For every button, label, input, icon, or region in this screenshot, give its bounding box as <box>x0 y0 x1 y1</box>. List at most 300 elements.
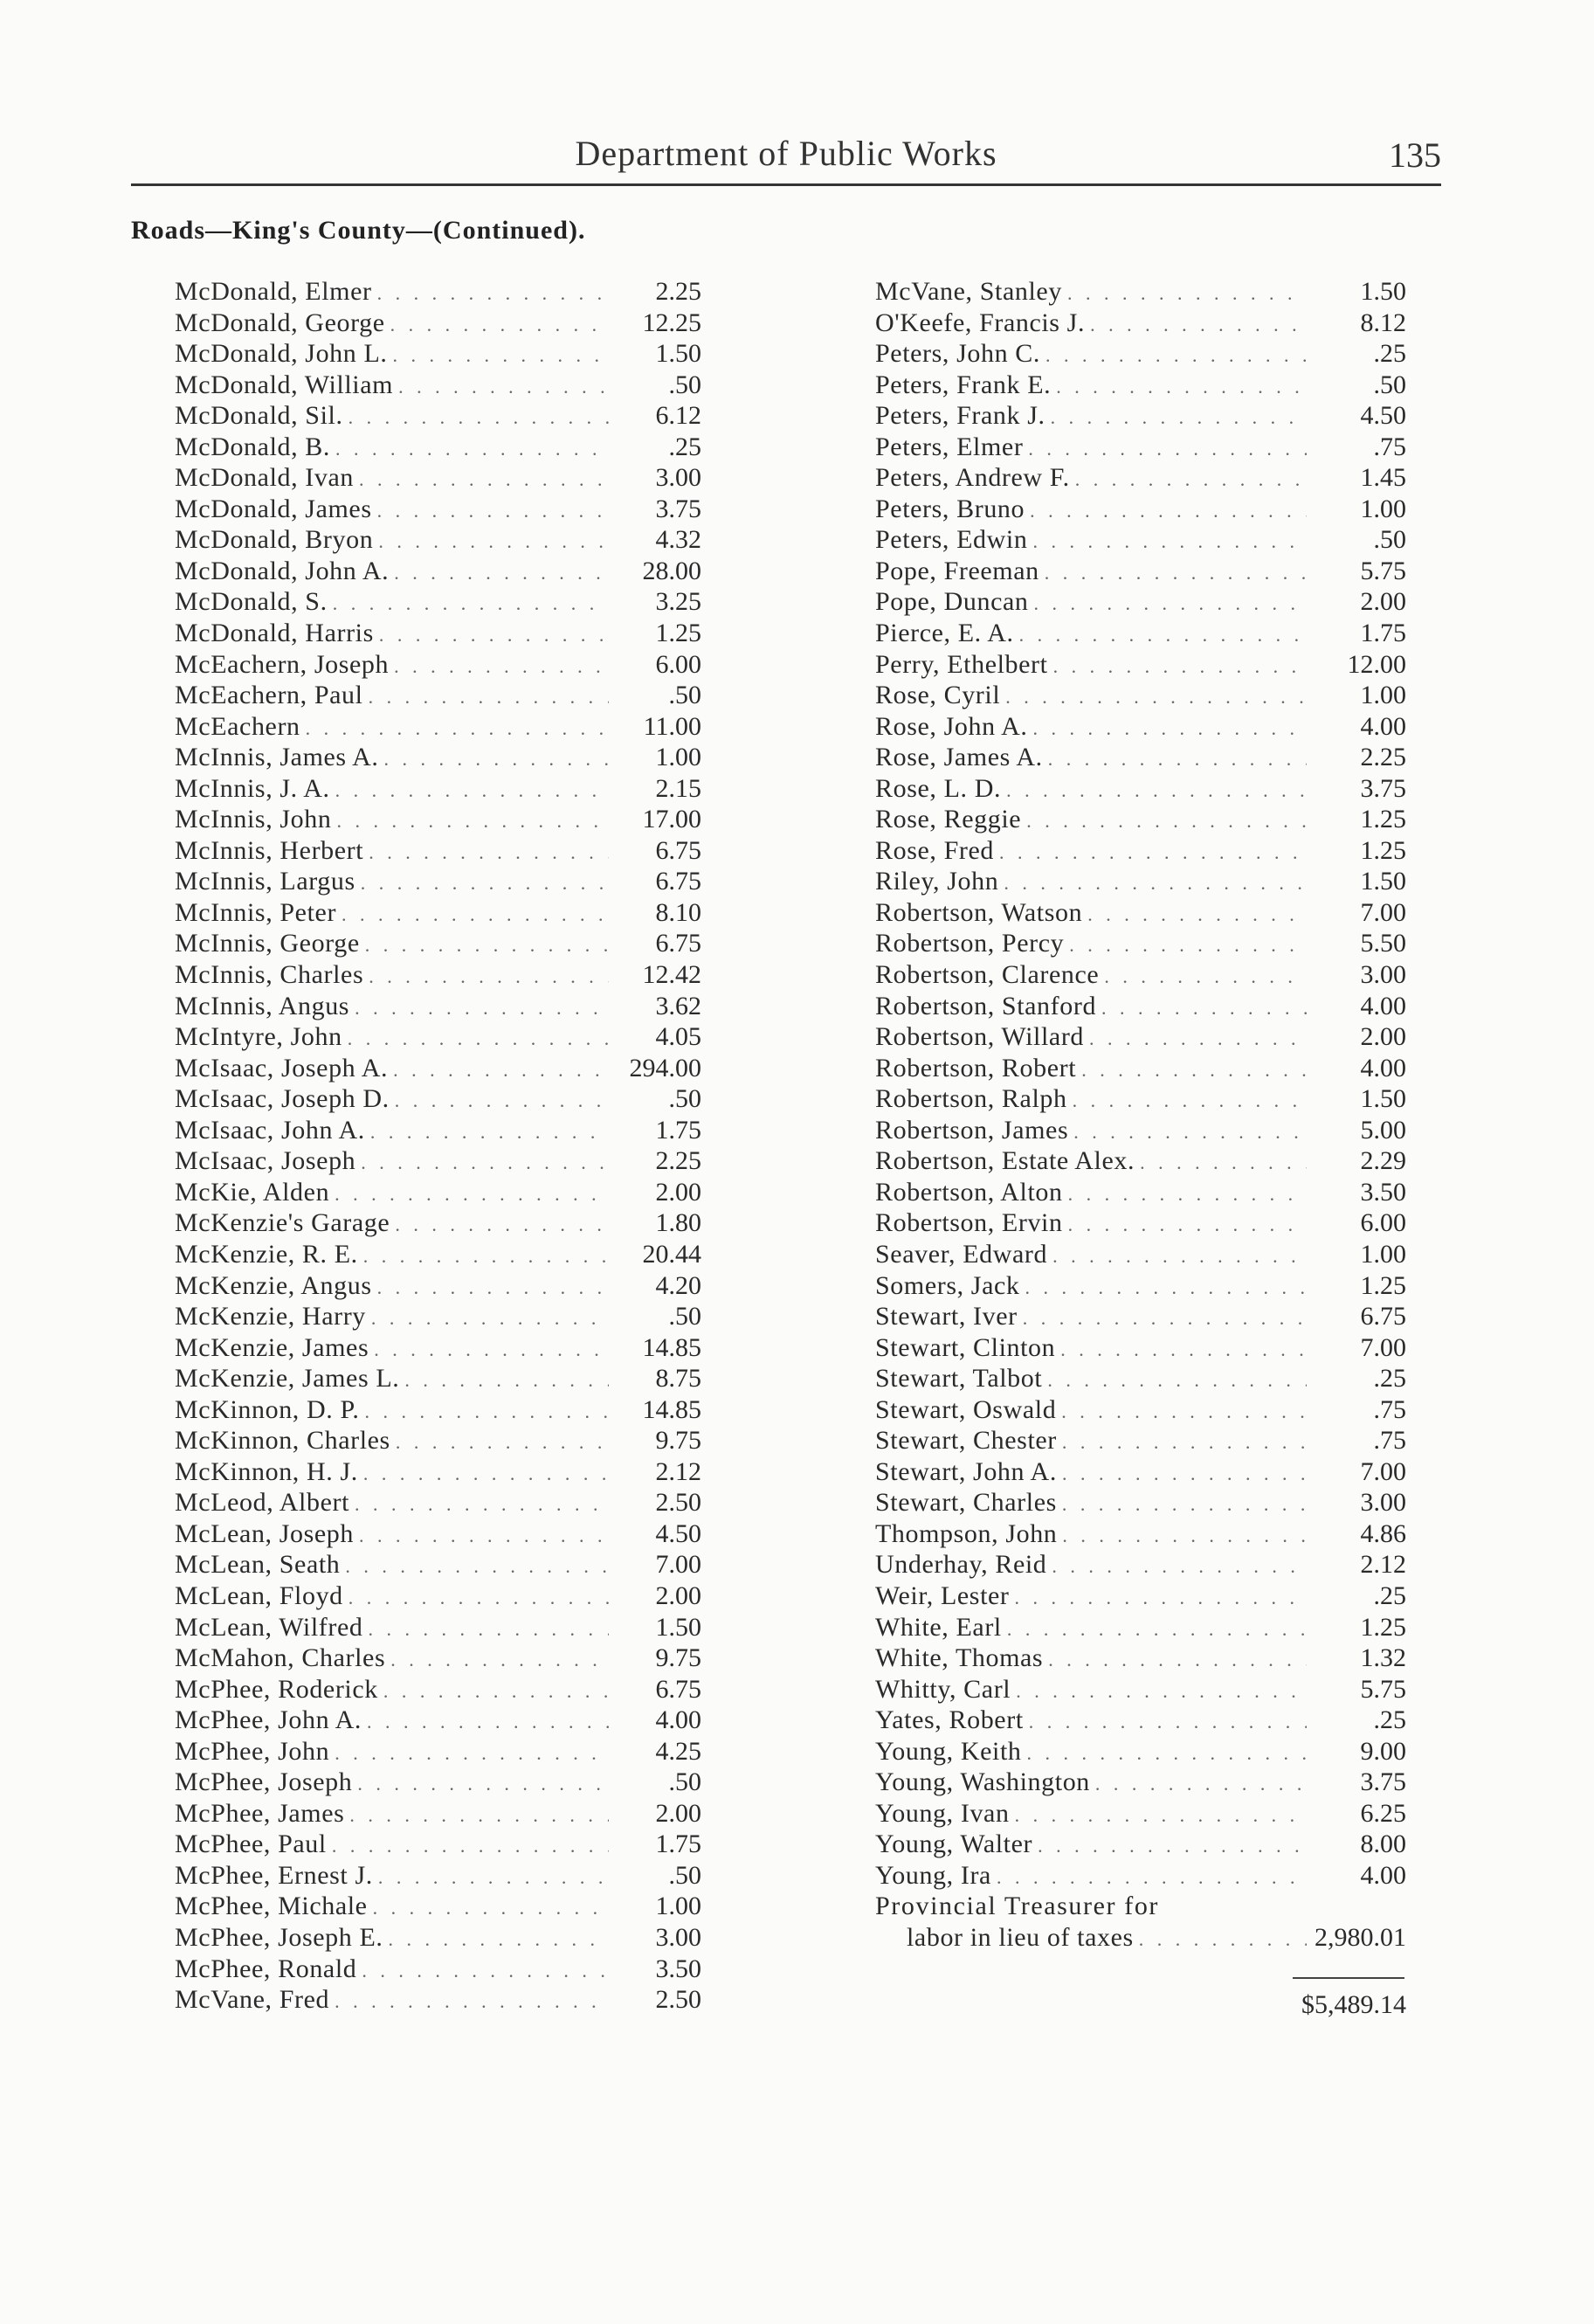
list-item <box>175 1954 701 1985</box>
entry-amount: 2.12 <box>1360 1550 1406 1580</box>
entry-name: McDonald, Bryon <box>175 525 374 555</box>
dot-leader <box>1045 557 1307 589</box>
entry-amount: 1.50 <box>1360 277 1406 306</box>
entry-name: Peters, John C. <box>875 339 1040 369</box>
list-item <box>875 1612 1406 1643</box>
dot-leader <box>1068 1179 1307 1210</box>
list-item <box>175 1736 701 1767</box>
entry-amount: 6.75 <box>655 835 701 865</box>
page-header <box>131 131 1441 186</box>
list-item <box>175 897 701 929</box>
entry-name: Robertson, Percy <box>875 929 1065 958</box>
entry-name: McPhee, Joseph E. <box>175 1922 383 1952</box>
entry-name: McKie, Alden <box>175 1177 330 1207</box>
list-item <box>175 1456 701 1488</box>
entry-name: McPhee, John <box>175 1736 330 1766</box>
dot-leader <box>348 402 609 433</box>
entry-amount: 2.00 <box>655 1798 701 1828</box>
list-item <box>875 866 1406 897</box>
provincial-treasurer-line1: Provincial Treasurer for <box>875 1892 1160 1921</box>
entry-amount: 8.75 <box>655 1364 701 1394</box>
entry-name: Robertson, Clarence <box>875 960 1100 990</box>
list-item <box>875 1083 1406 1115</box>
entry-name: McIsaac, John A. <box>175 1115 365 1145</box>
entry-name: McIsaac, Joseph D. <box>175 1084 390 1114</box>
entry-amount: 3.00 <box>655 463 701 493</box>
entry-name: McPhee, Ernest J. <box>175 1860 373 1890</box>
list-item <box>175 742 701 773</box>
entry-name: Rose, Cyril <box>875 681 1001 710</box>
list-item <box>875 556 1406 587</box>
entry-name: McDonald, William <box>175 370 394 399</box>
list-item <box>175 1053 701 1084</box>
dot-leader <box>997 1862 1307 1893</box>
dot-leader <box>1075 464 1307 495</box>
dot-leader <box>383 1676 609 1707</box>
entry-amount: .50 <box>668 1302 701 1331</box>
entry-name: Stewart, Chester <box>875 1426 1057 1456</box>
entry-amount: 4.00 <box>1360 711 1406 741</box>
list-item <box>175 462 701 494</box>
entry-name: McMahon, Charles <box>175 1643 386 1673</box>
entry-amount: 7.00 <box>1360 897 1406 927</box>
section-title: Roads—King's County—(Continued). <box>131 216 586 245</box>
entry-amount: 5.75 <box>1360 556 1406 585</box>
dot-leader <box>336 806 609 837</box>
entry-name: Perry, Ethelbert <box>875 649 1048 679</box>
entry-amount: 5.00 <box>1360 1115 1406 1145</box>
list-item <box>875 1332 1406 1364</box>
dot-leader <box>368 1614 609 1645</box>
list-item <box>875 1705 1406 1736</box>
entry-amount: 12.00 <box>1347 649 1406 679</box>
entry-name: Young, Keith <box>875 1736 1022 1766</box>
entry-amount: 1.25 <box>1360 835 1406 865</box>
entry-amount: 2.25 <box>655 277 701 306</box>
dot-leader <box>999 837 1307 868</box>
entry-amount: 1.75 <box>1360 619 1406 648</box>
dot-leader <box>1067 278 1307 309</box>
dot-leader <box>335 775 609 806</box>
entry-amount: 7.00 <box>1360 1456 1406 1486</box>
list-item <box>175 1332 701 1364</box>
entry-amount: 1.80 <box>655 1208 701 1238</box>
dot-leader <box>1062 1489 1307 1520</box>
entry-name: McInnis, John <box>175 805 332 834</box>
entry-name: McVane, Stanley <box>875 277 1062 306</box>
dot-leader <box>1140 1147 1307 1179</box>
list-item <box>175 1394 701 1426</box>
list-item <box>175 432 701 463</box>
dot-leader <box>1056 371 1307 403</box>
entry-name: McEachern, Joseph <box>175 649 390 679</box>
entry-amount: 3.00 <box>655 1922 701 1952</box>
dot-leader <box>1032 526 1307 557</box>
dot-leader <box>1033 713 1308 744</box>
list-item <box>875 1270 1406 1302</box>
entry-name: Pope, Duncan <box>875 587 1029 617</box>
list-item <box>875 1767 1406 1798</box>
entry-amount: 1.25 <box>1360 1612 1406 1642</box>
entry-amount: 4.50 <box>655 1518 701 1548</box>
dot-leader <box>393 1055 609 1086</box>
entry-name: Robertson, Willard <box>875 1022 1085 1052</box>
entry-amount: 28.00 <box>642 556 701 585</box>
list-item <box>175 524 701 556</box>
dot-leader <box>1045 340 1307 371</box>
entry-amount: .50 <box>668 370 701 399</box>
entry-amount: 1.32 <box>1360 1643 1406 1673</box>
list-item <box>875 1363 1406 1394</box>
entry-amount: 9.00 <box>1360 1736 1406 1766</box>
list-item <box>175 400 701 432</box>
dot-leader <box>1069 930 1307 961</box>
list-item <box>175 1643 701 1674</box>
entry-name: labor in lieu of taxes <box>907 1922 1134 1952</box>
entry-amount: 6.75 <box>1360 1302 1406 1331</box>
entry-name: O'Keefe, Francis J. <box>875 308 1086 337</box>
provincial-treasurer-line2 <box>875 1922 1406 1954</box>
entry-name: Stewart, Clinton <box>875 1332 1056 1362</box>
list-item <box>875 773 1406 805</box>
entry-amount: 1.50 <box>655 339 701 369</box>
list-item <box>875 1643 1406 1674</box>
dot-leader <box>373 1892 609 1924</box>
entry-name: McKenzie, R. E. <box>175 1239 358 1269</box>
dot-leader <box>1087 899 1307 930</box>
entry-name: Pierce, E. A. <box>875 619 1014 648</box>
dot-leader <box>359 464 609 495</box>
list-item <box>875 804 1406 835</box>
dot-leader <box>1062 1458 1307 1490</box>
list-item <box>175 835 701 867</box>
entry-name: McPhee, Michale <box>175 1892 368 1921</box>
dot-leader <box>357 1768 609 1800</box>
entry-name: McKinnon, D. P. <box>175 1394 360 1424</box>
entry-name: Weir, Lester <box>875 1580 1010 1610</box>
dot-leader <box>1015 1582 1307 1614</box>
dot-leader <box>306 713 609 744</box>
dot-leader <box>1015 1800 1307 1831</box>
entry-amount: 4.25 <box>655 1736 701 1766</box>
list-item <box>175 1301 701 1332</box>
entry-name: Robertson, Ralph <box>875 1084 1067 1114</box>
list-item <box>175 711 701 743</box>
dot-leader <box>1048 744 1307 775</box>
dot-leader <box>1089 1023 1307 1055</box>
entry-name: Young, Ira <box>875 1860 991 1890</box>
dot-leader <box>1101 993 1307 1024</box>
entry-name: McKenzie, Angus <box>175 1270 372 1300</box>
entry-name: Robertson, Ervin <box>875 1208 1063 1238</box>
dot-leader <box>1028 433 1307 465</box>
entry-name: McLean, Joseph <box>175 1518 355 1548</box>
dot-leader <box>335 433 609 465</box>
entry-name: McKenzie, James L. <box>175 1364 400 1394</box>
entry-name: Robertson, Alton <box>875 1177 1063 1207</box>
list-item <box>875 1549 1406 1580</box>
entry-name: McInnis, George <box>175 929 360 958</box>
entry-amount: 8.10 <box>655 897 701 927</box>
entry-amount: 2.00 <box>655 1177 701 1207</box>
dot-leader <box>395 1209 609 1241</box>
dot-leader <box>355 993 609 1024</box>
list-item <box>875 711 1406 743</box>
entry-amount: 4.20 <box>655 1270 701 1300</box>
entry-name: McPhee, Roderick <box>175 1674 378 1704</box>
list-item <box>875 1301 1406 1332</box>
dot-leader <box>393 340 609 371</box>
entry-amount: 1.00 <box>655 743 701 772</box>
entry-name: Robertson, Estate Alex. <box>875 1146 1135 1176</box>
entry-amount: .25 <box>1373 339 1406 369</box>
entry-amount: .50 <box>668 681 701 710</box>
list-item <box>175 1922 701 1954</box>
entry-name: McKenzie's Garage <box>175 1208 390 1238</box>
entry-amount: 7.00 <box>655 1550 701 1580</box>
entry-amount: 1.00 <box>655 1892 701 1921</box>
entry-amount: 1.00 <box>1360 494 1406 523</box>
list-item <box>175 494 701 525</box>
list-item <box>875 494 1406 525</box>
entry-name: Rose, John A. <box>875 711 1028 741</box>
entry-amount: 2,980.01 <box>1315 1922 1406 1952</box>
list-item <box>875 649 1406 681</box>
dot-leader <box>365 1396 609 1428</box>
dot-leader <box>395 1085 609 1117</box>
list-item <box>875 897 1406 929</box>
entry-amount: 9.75 <box>655 1643 701 1673</box>
entry-amount: 1.00 <box>1360 681 1406 710</box>
entry-amount: 1.75 <box>655 1829 701 1859</box>
entry-name: McDonald, John L. <box>175 339 388 369</box>
entry-name: Underhay, Reid <box>875 1550 1047 1580</box>
entry-amount: 11.00 <box>643 711 701 741</box>
dot-leader <box>378 526 609 557</box>
dot-leader <box>1053 651 1307 682</box>
dot-leader <box>332 1830 609 1862</box>
dot-leader <box>404 1365 609 1396</box>
entry-name: McLean, Seath <box>175 1550 341 1580</box>
entry-amount: 6.25 <box>1360 1798 1406 1828</box>
dot-leader <box>335 1179 609 1210</box>
entry-amount: 1.50 <box>1360 867 1406 896</box>
entry-name: Robertson, Watson <box>875 897 1083 927</box>
dot-leader <box>1023 1303 1307 1334</box>
list-item <box>875 1425 1406 1456</box>
dot-leader <box>369 961 609 993</box>
entry-amount: 2.12 <box>655 1456 701 1486</box>
list-item <box>175 1115 701 1146</box>
dot-leader <box>365 930 609 961</box>
entry-amount: .50 <box>668 1767 701 1797</box>
dot-leader <box>1090 309 1307 341</box>
list-item <box>875 1829 1406 1860</box>
list-item <box>175 866 701 897</box>
entry-name: McPhee, John A. <box>175 1705 362 1735</box>
dot-leader <box>1007 1614 1307 1645</box>
entry-name: Somers, Jack <box>875 1270 1020 1300</box>
entry-name: Riley, John <box>875 867 999 896</box>
entry-amount: 3.75 <box>655 494 701 523</box>
entry-amount: 8.00 <box>1360 1829 1406 1859</box>
left-column-list <box>175 276 701 2016</box>
entry-name: McDonald, Elmer <box>175 277 372 306</box>
dot-leader <box>1073 1085 1307 1117</box>
list-item <box>175 1798 701 1829</box>
entry-name: Stewart, Charles <box>875 1488 1057 1518</box>
dot-leader <box>363 1458 609 1490</box>
entry-name: McInnis, Largus <box>175 867 355 896</box>
entry-amount: 1.45 <box>1360 463 1406 493</box>
dot-leader <box>384 744 609 775</box>
entry-name: Rose, Reggie <box>875 805 1022 834</box>
list-item <box>175 1145 701 1177</box>
entry-name: McKinnon, Charles <box>175 1426 390 1456</box>
entry-name: Rose, Fred <box>875 835 994 865</box>
entry-name: McLean, Floyd <box>175 1580 343 1610</box>
dot-leader <box>1019 619 1307 651</box>
entry-name: McInnis, Charles <box>175 960 364 990</box>
dot-leader <box>348 1582 609 1614</box>
entry-amount: 2.25 <box>1360 743 1406 772</box>
list-item <box>875 432 1406 463</box>
dot-leader <box>1016 1676 1307 1707</box>
dot-leader <box>1052 1551 1307 1582</box>
list-item <box>175 276 701 308</box>
entry-amount: 3.75 <box>1360 773 1406 803</box>
dot-leader <box>1048 1644 1307 1676</box>
list-item <box>875 1394 1406 1426</box>
entry-name: Peters, Elmer <box>875 432 1024 461</box>
list-item <box>175 1829 701 1860</box>
entry-amount: 1.00 <box>1360 1239 1406 1269</box>
page-number: 135 <box>1389 135 1441 175</box>
entry-amount: 3.00 <box>1360 1488 1406 1518</box>
entry-name: McVane, Fred <box>175 1985 330 2015</box>
dot-leader <box>1029 1706 1307 1738</box>
entry-name: McInnis, Herbert <box>175 835 364 865</box>
entry-name: McKinnon, H. J. <box>175 1456 358 1486</box>
total-rule <box>1293 1977 1404 1979</box>
entry-name: McLean, Wilfred <box>175 1612 363 1642</box>
list-item <box>875 1021 1406 1053</box>
entry-name: McDonald, John A. <box>175 556 390 585</box>
dot-leader <box>1030 495 1307 527</box>
entry-name: Young, Washington <box>875 1767 1090 1797</box>
list-item <box>875 338 1406 370</box>
entry-name: McIsaac, Joseph A. <box>175 1053 389 1082</box>
entry-name: McDonald, George <box>175 308 385 337</box>
dot-leader <box>355 1489 609 1520</box>
dot-leader <box>342 899 609 930</box>
dot-leader <box>374 1334 609 1366</box>
entry-name: Pope, Freeman <box>875 556 1039 585</box>
entry-name: Robertson, James <box>875 1115 1069 1145</box>
entry-name: McPhee, Ronald <box>175 1954 357 1983</box>
entry-amount: 3.25 <box>655 587 701 617</box>
dot-leader <box>1005 681 1307 713</box>
entry-amount: 4.00 <box>655 1705 701 1735</box>
dot-leader <box>1004 868 1307 899</box>
entry-name: Robertson, Stanford <box>875 991 1097 1020</box>
list-item <box>175 338 701 370</box>
dot-leader <box>1047 1365 1307 1396</box>
list-item <box>175 1705 701 1736</box>
entry-name: Seaver, Edward <box>875 1239 1048 1269</box>
dot-leader <box>345 1551 609 1582</box>
dot-leader <box>367 1706 609 1738</box>
dot-leader <box>1038 1830 1307 1862</box>
list-item <box>875 1487 1406 1518</box>
entry-amount: .25 <box>1373 1364 1406 1394</box>
entry-amount: 14.85 <box>642 1394 701 1424</box>
entry-name: Rose, L. D. <box>875 773 1002 803</box>
dot-leader <box>1051 402 1307 433</box>
list-item <box>175 556 701 587</box>
list-item <box>875 276 1406 308</box>
entry-amount: .50 <box>1373 525 1406 555</box>
entry-name: McPhee, James <box>175 1798 345 1828</box>
entry-amount: 4.50 <box>1360 401 1406 431</box>
entry-name: McInnis, J. A. <box>175 773 330 803</box>
list-item <box>175 1860 701 1892</box>
entry-name: McInnis, James A. <box>175 743 379 772</box>
list-item <box>175 959 701 991</box>
entry-name: McIntyre, John <box>175 1022 342 1052</box>
dot-leader <box>1081 1055 1307 1086</box>
list-item <box>175 1580 701 1612</box>
entry-name: McKenzie, Harry <box>175 1302 366 1331</box>
dot-leader <box>377 495 609 527</box>
entry-name: McDonald, S. <box>175 587 328 617</box>
entry-name: McInnis, Angus <box>175 991 350 1020</box>
entry-amount: 4.86 <box>1360 1518 1406 1548</box>
entry-amount: 12.25 <box>642 308 701 337</box>
list-item <box>175 1363 701 1394</box>
entry-amount: 7.00 <box>1360 1332 1406 1362</box>
dot-leader <box>369 837 609 868</box>
entry-amount: 1.50 <box>1360 1084 1406 1114</box>
list-item <box>175 370 701 401</box>
entry-amount: 3.50 <box>1360 1177 1406 1207</box>
dot-leader <box>371 1303 609 1334</box>
list-item <box>175 1518 701 1550</box>
list-item <box>175 1767 701 1798</box>
list-item <box>175 1207 701 1239</box>
list-item <box>175 1674 701 1705</box>
list-item <box>175 586 701 618</box>
dot-leader <box>1027 1738 1307 1769</box>
dot-leader <box>1052 1241 1307 1272</box>
entry-name: Peters, Edwin <box>875 525 1028 555</box>
entry-name: Yates, Robert <box>875 1705 1024 1735</box>
entry-amount: 2.29 <box>1360 1146 1406 1176</box>
entry-name: Young, Ivan <box>875 1798 1010 1828</box>
entry-name: Stewart, Oswald <box>875 1394 1057 1424</box>
entry-amount: 5.75 <box>1360 1674 1406 1704</box>
dot-leader <box>378 1862 609 1893</box>
list-item <box>875 524 1406 556</box>
dot-leader <box>363 1241 609 1272</box>
entry-name: McEachern, Paul <box>175 681 363 710</box>
entry-name: Peters, Bruno <box>875 494 1025 523</box>
list-item <box>875 1580 1406 1612</box>
entry-name: McLeod, Albert <box>175 1488 350 1518</box>
dot-leader <box>394 651 609 682</box>
dot-leader <box>370 1117 609 1148</box>
entry-amount: 3.75 <box>1360 1767 1406 1797</box>
